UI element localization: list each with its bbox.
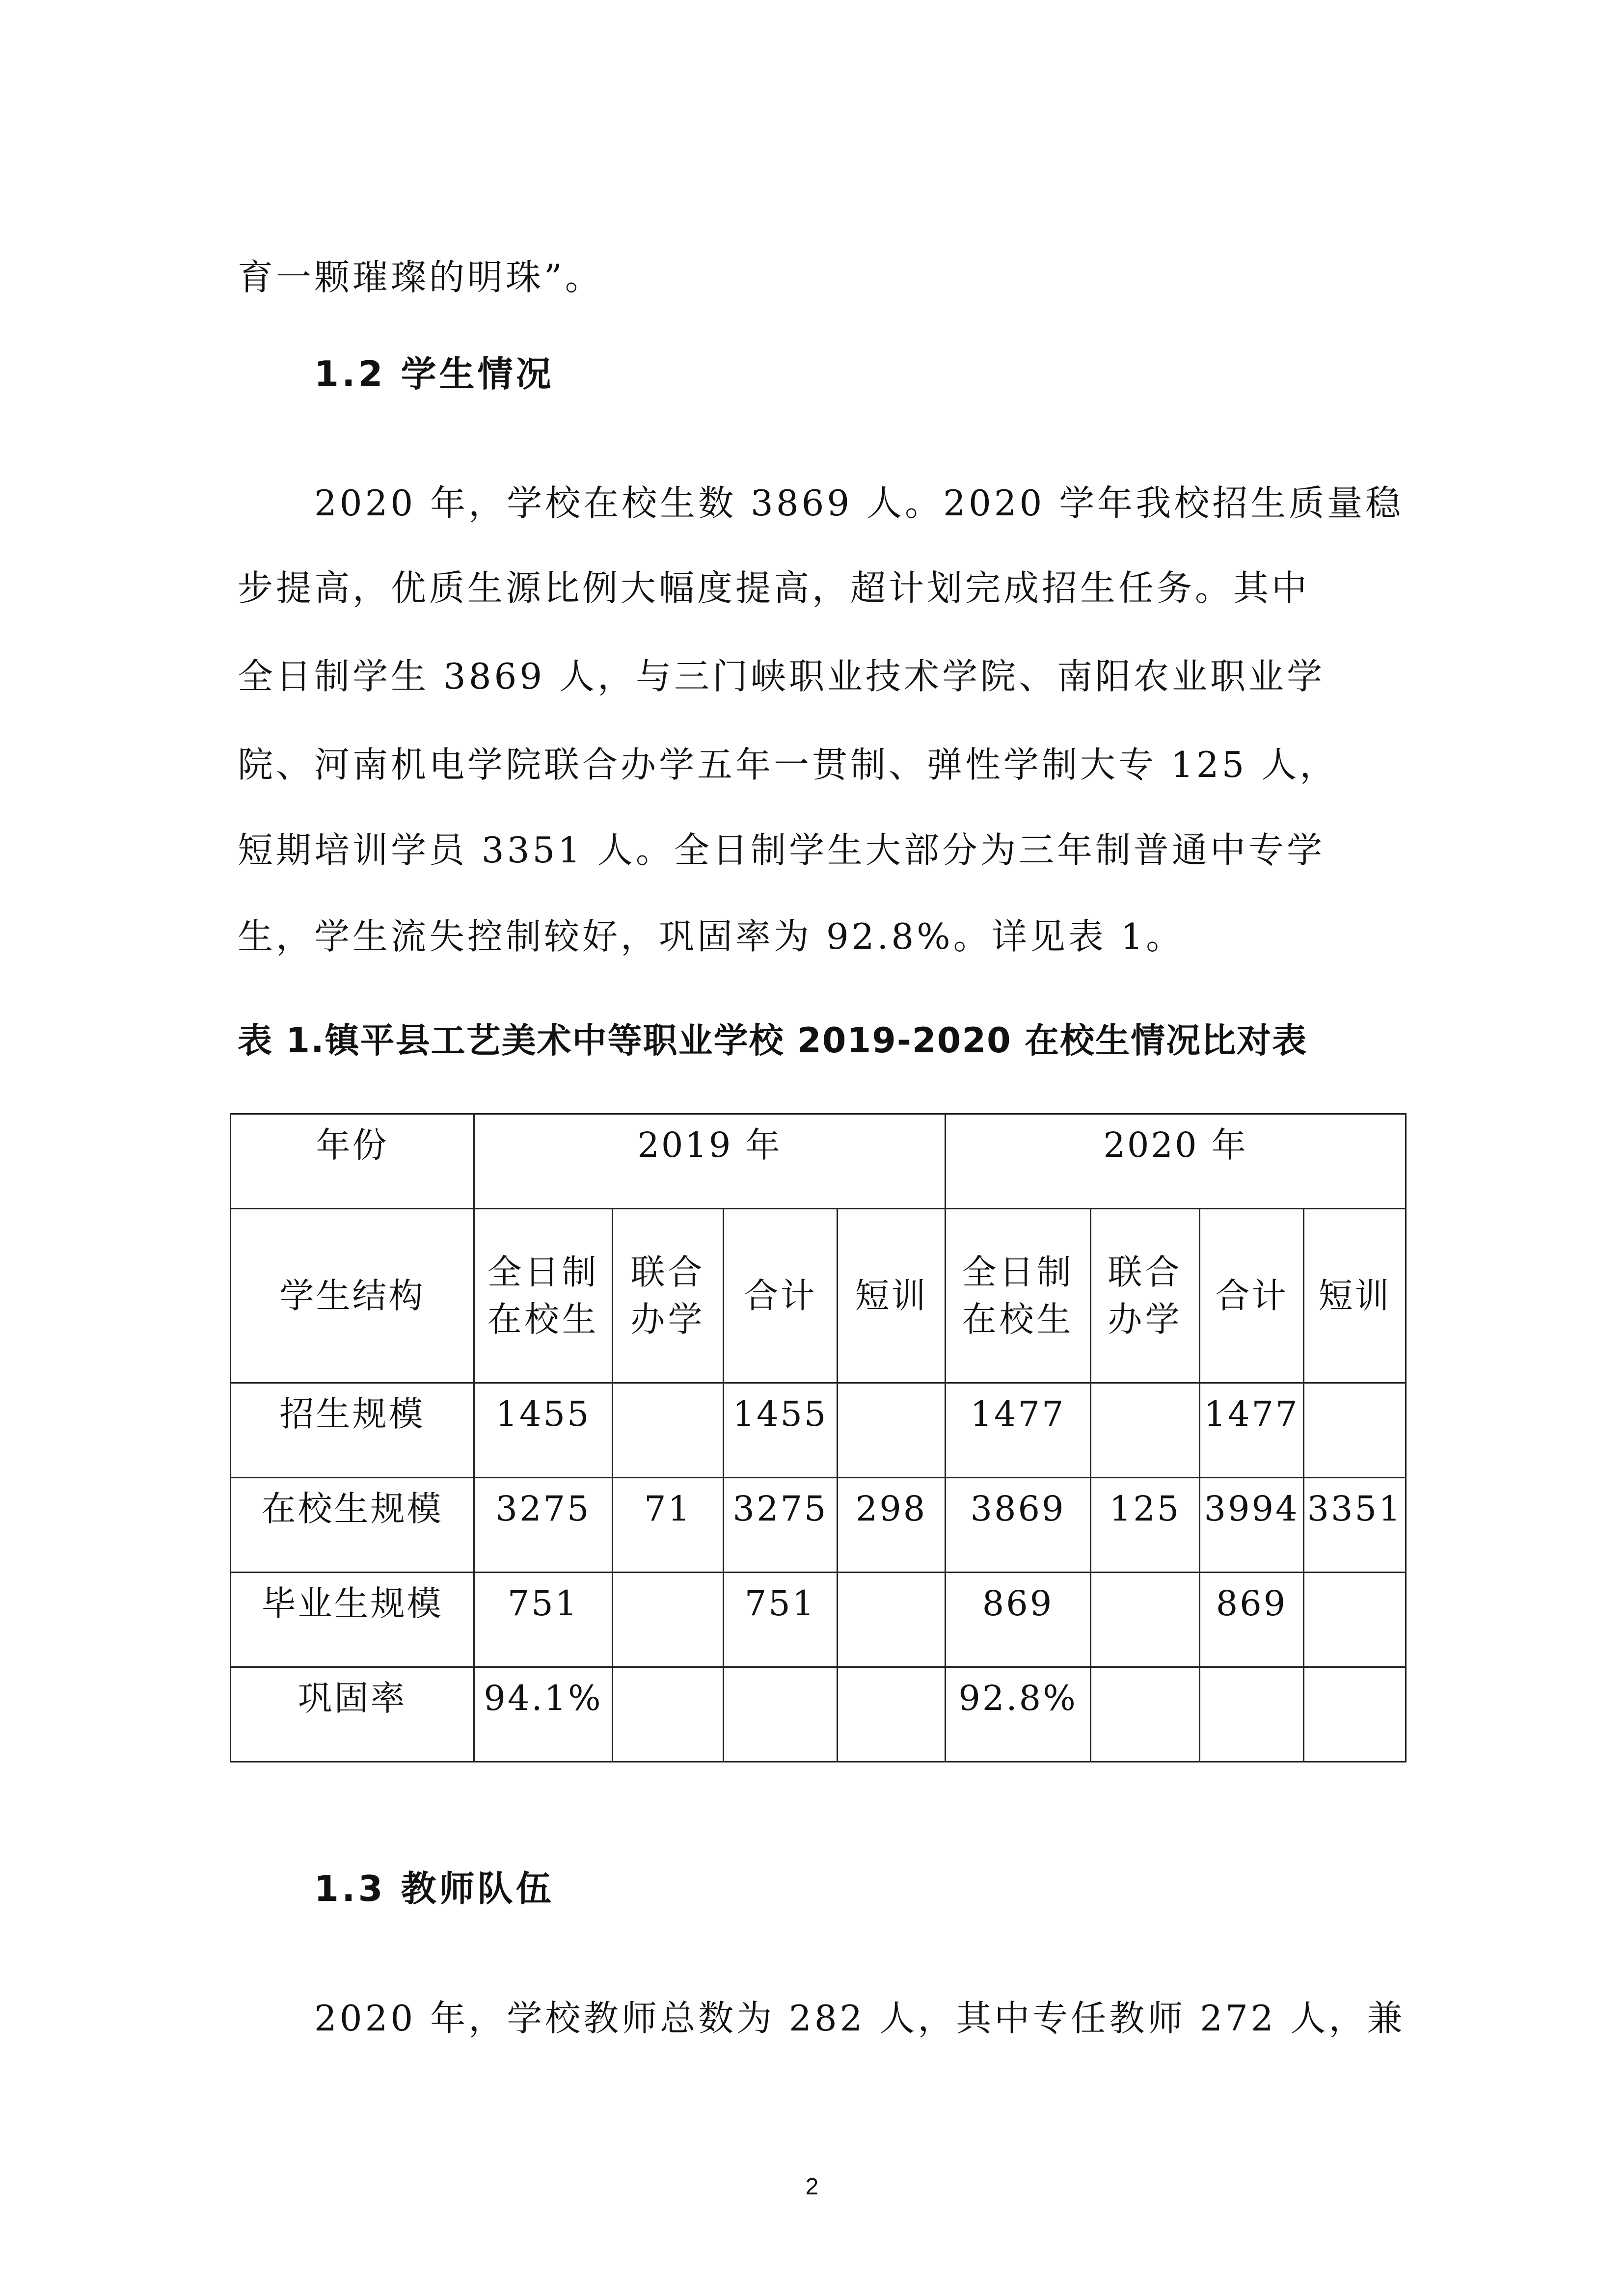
table-cell: 94.1% bbox=[474, 1667, 613, 1762]
structure-label-cell: 学生结构 bbox=[231, 1209, 474, 1383]
table-cell: 71 bbox=[613, 1478, 724, 1573]
table-row bbox=[231, 1478, 1406, 1573]
table-cell bbox=[1304, 1383, 1406, 1478]
table-cell: 3994 bbox=[1200, 1478, 1304, 1573]
page-number: 2 bbox=[805, 2174, 819, 2200]
table-caption: 表 1.镇平县工艺美术中等职业学校 2019-2020 在校生情况比对表 bbox=[238, 1020, 1308, 1061]
table-cell: 1477 bbox=[946, 1383, 1091, 1478]
table-cell bbox=[1091, 1383, 1200, 1478]
col-header-fulltime-2019: 全日制 在校生 bbox=[474, 1209, 613, 1383]
row-label: 招生规模 bbox=[231, 1383, 474, 1478]
col-header-joint-2019: 联合 办学 bbox=[613, 1209, 724, 1383]
continuation-line: 育一颗璀璨的明珠”。 bbox=[238, 257, 603, 298]
col-header-total-2020: 合计 bbox=[1200, 1209, 1304, 1383]
col-header-short-2020: 短训 bbox=[1304, 1209, 1406, 1383]
table-cell bbox=[1304, 1573, 1406, 1667]
paragraph-line: 2020 年，学校在校生数 3869 人。2020 学年我校招生质量稳 bbox=[314, 482, 1404, 524]
paragraph-line: 短期培训学员 3351 人。全日制学生大部分为三年制普通中专学 bbox=[238, 829, 1326, 871]
table-cell: 869 bbox=[946, 1573, 1091, 1667]
table-cell bbox=[1091, 1573, 1200, 1667]
row-label: 在校生规模 bbox=[231, 1478, 474, 1573]
col-header-total-2019: 合计 bbox=[724, 1209, 838, 1383]
table-cell bbox=[838, 1667, 946, 1762]
table-cell bbox=[838, 1383, 946, 1478]
table-cell: 751 bbox=[474, 1573, 613, 1667]
row-label: 巩固率 bbox=[231, 1667, 474, 1762]
table-cell: 1455 bbox=[724, 1383, 838, 1478]
table-cell: 125 bbox=[1091, 1478, 1200, 1573]
table-row-year bbox=[231, 1114, 1406, 1209]
table-cell: 3351 bbox=[1304, 1478, 1406, 1573]
paragraph-line: 2020 年，学校教师总数为 282 人，其中专任教师 272 人，兼 bbox=[314, 1998, 1406, 2039]
row-label: 毕业生规模 bbox=[231, 1573, 474, 1667]
table-row bbox=[231, 1667, 1406, 1762]
table-cell bbox=[613, 1573, 724, 1667]
table-cell bbox=[613, 1667, 724, 1762]
table-cell: 92.8% bbox=[946, 1667, 1091, 1762]
section-1-2-heading: 1.2 学生情况 bbox=[314, 353, 554, 395]
paragraph-line: 步提高，优质生源比例大幅度提高，超计划完成招生任务。其中 bbox=[238, 567, 1310, 609]
table-cell bbox=[1304, 1667, 1406, 1762]
enrollment-comparison-table bbox=[230, 1113, 1407, 1762]
table-cell bbox=[724, 1667, 838, 1762]
year-2020-header: 2020 年 bbox=[946, 1114, 1406, 1209]
table-cell: 751 bbox=[724, 1573, 838, 1667]
table-cell: 3869 bbox=[946, 1478, 1091, 1573]
col-header-joint-2020: 联合 办学 bbox=[1091, 1209, 1200, 1383]
paragraph-line: 生，学生流失控制较好，巩固率为 92.8%。详见表 1。 bbox=[238, 916, 1185, 957]
col-header-fulltime-2020: 全日制 在校生 bbox=[946, 1209, 1091, 1383]
table-cell bbox=[1200, 1667, 1304, 1762]
paragraph-line: 院、河南机电学院联合办学五年一贯制、弹性学制大专 125 人， bbox=[238, 744, 1338, 785]
table-cell: 3275 bbox=[724, 1478, 838, 1573]
table-cell bbox=[838, 1573, 946, 1667]
table-cell: 1455 bbox=[474, 1383, 613, 1478]
table-cell: 298 bbox=[838, 1478, 946, 1573]
table-cell bbox=[1091, 1667, 1200, 1762]
year-2019-header: 2019 年 bbox=[474, 1114, 946, 1209]
table-cell: 3275 bbox=[474, 1478, 613, 1573]
table-row bbox=[231, 1383, 1406, 1478]
table-cell bbox=[613, 1383, 724, 1478]
col-header-short-2019: 短训 bbox=[838, 1209, 946, 1383]
table-cell: 1477 bbox=[1200, 1383, 1304, 1478]
table-row bbox=[231, 1573, 1406, 1667]
section-1-3-heading: 1.3 教师队伍 bbox=[314, 1868, 554, 1909]
table-cell: 869 bbox=[1200, 1573, 1304, 1667]
paragraph-line: 全日制学生 3869 人，与三门峡职业技术学院、南阳农业职业学 bbox=[238, 656, 1326, 697]
year-label-cell: 年份 bbox=[231, 1114, 474, 1209]
table-row-structure bbox=[231, 1209, 1406, 1383]
